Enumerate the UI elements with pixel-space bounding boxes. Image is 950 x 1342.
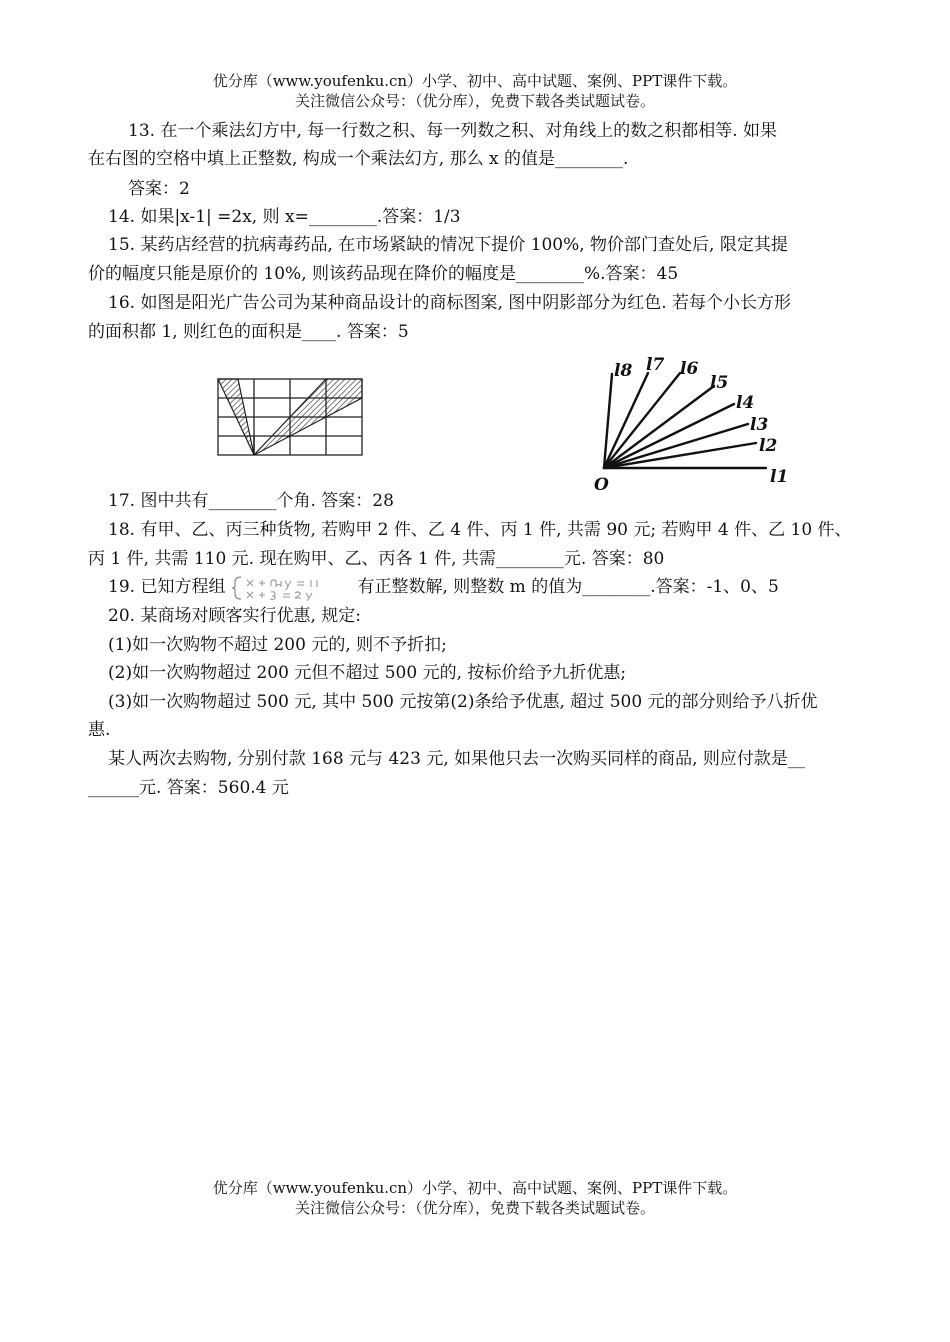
q20-line-1: 20. 某商场对顾客实行优惠, 规定: bbox=[108, 606, 361, 626]
ray-label-l4: l4 bbox=[736, 393, 755, 413]
q19-after: 有正整数解, 则整数 m 的值为________.答案：-1、0、5 bbox=[357, 577, 779, 597]
ray-label-l1: l1 bbox=[770, 467, 789, 487]
q15-line-2: 价的幅度只能是原价的 10%, 则该药品现在降价的幅度是________%.答案：45 bbox=[88, 264, 679, 284]
q20-item-1: (1)如一次购物不超过 200 元的, 则不予折扣; bbox=[108, 635, 447, 655]
header-line-2: 关注微信公众号：（优分库），免费下载各类试题试卷。 bbox=[294, 92, 655, 110]
q20-item-3b: 惠. bbox=[88, 720, 111, 740]
q17-text: 17. 图中共有________个角. 答案：28 bbox=[108, 491, 394, 511]
footer-line-2: 关注微信公众号：（优分库），免费下载各类试题试卷。 bbox=[294, 1199, 655, 1217]
q20-para-1: 某人两次去购物, 分别付款 168 元与 423 元, 如果他只去一次购买同样的商品, 则应付款是__ bbox=[108, 749, 805, 769]
footer-line-1: 优分库（www.youfenku.cn）小学、初中、高中试题、案例、PPT课件下载。 bbox=[212, 1179, 738, 1197]
ray-label-l7: l7 bbox=[646, 355, 665, 375]
equation-system-image bbox=[231, 575, 351, 601]
q13-line-2: 在右图的空格中填上正整数, 构成一个乘法幻方, 那么 x 的值是________. bbox=[88, 149, 629, 169]
q15-line-1: 15. 某药店经营的抗病毒药品, 在市场紧缺的情况下提价 100%, 物价部门查处后, 限定其提 bbox=[108, 235, 788, 255]
ray-label-l6: l6 bbox=[680, 359, 699, 379]
ray-label-l2: l2 bbox=[759, 436, 778, 456]
q20-para-2: ______元. 答案：560.4 元 bbox=[88, 778, 289, 798]
q14-text: 14. 如果|x-1| =2x, 则 x=________.答案：1/3 bbox=[108, 207, 461, 227]
ray-label-l3: l3 bbox=[750, 415, 769, 435]
q19-before: 19. 已知方程组 bbox=[108, 577, 226, 597]
q13-line-1: 13. 在一个乘法幻方中, 每一行数之积、每一列数之积、对角线上的数之积都相等. 如果 bbox=[128, 121, 778, 141]
q18-line-2: 丙 1 件, 共需 110 元. 现在购甲、乙、丙各 1 件, 共需________元. 答案：80 bbox=[88, 549, 665, 569]
q18-line-1: 18. 有甲、乙、丙三种货物, 若购甲 2 件、乙 4 件、丙 1 件, 共需 90 元; 若购甲 4 件、乙 10 件、 bbox=[108, 520, 852, 540]
q16-line-1: 16. 如图是阳光广告公司为某种商品设计的商标图案, 图中阴影部分为红色. 若每个小长方形 bbox=[108, 293, 792, 313]
logo-grid-figure bbox=[214, 374, 366, 462]
q20-item-3a: (3)如一次购物超过 500 元, 其中 500 元按第(2)条给予优惠, 超过 500 元的部分则给予八折优 bbox=[108, 692, 818, 712]
rays-angle-figure bbox=[588, 350, 798, 495]
ray-l3 bbox=[604, 424, 748, 468]
q19-line bbox=[108, 573, 888, 601]
ray-label-l5: l5 bbox=[710, 373, 729, 393]
q20-item-2: (2)如一次购物超过 200 元但不超过 500 元的, 按标价给予九折优惠; bbox=[108, 663, 627, 683]
ray-label-l8: l8 bbox=[614, 361, 633, 381]
q13-answer: 答案：2 bbox=[128, 179, 190, 199]
origin-label: O bbox=[594, 475, 609, 495]
header-line-1: 优分库（www.youfenku.cn）小学、初中、高中试题、案例、PPT课件下载。 bbox=[212, 72, 738, 90]
q16-line-2: 的面积都 1, 则红色的面积是____. 答案：5 bbox=[88, 322, 409, 342]
